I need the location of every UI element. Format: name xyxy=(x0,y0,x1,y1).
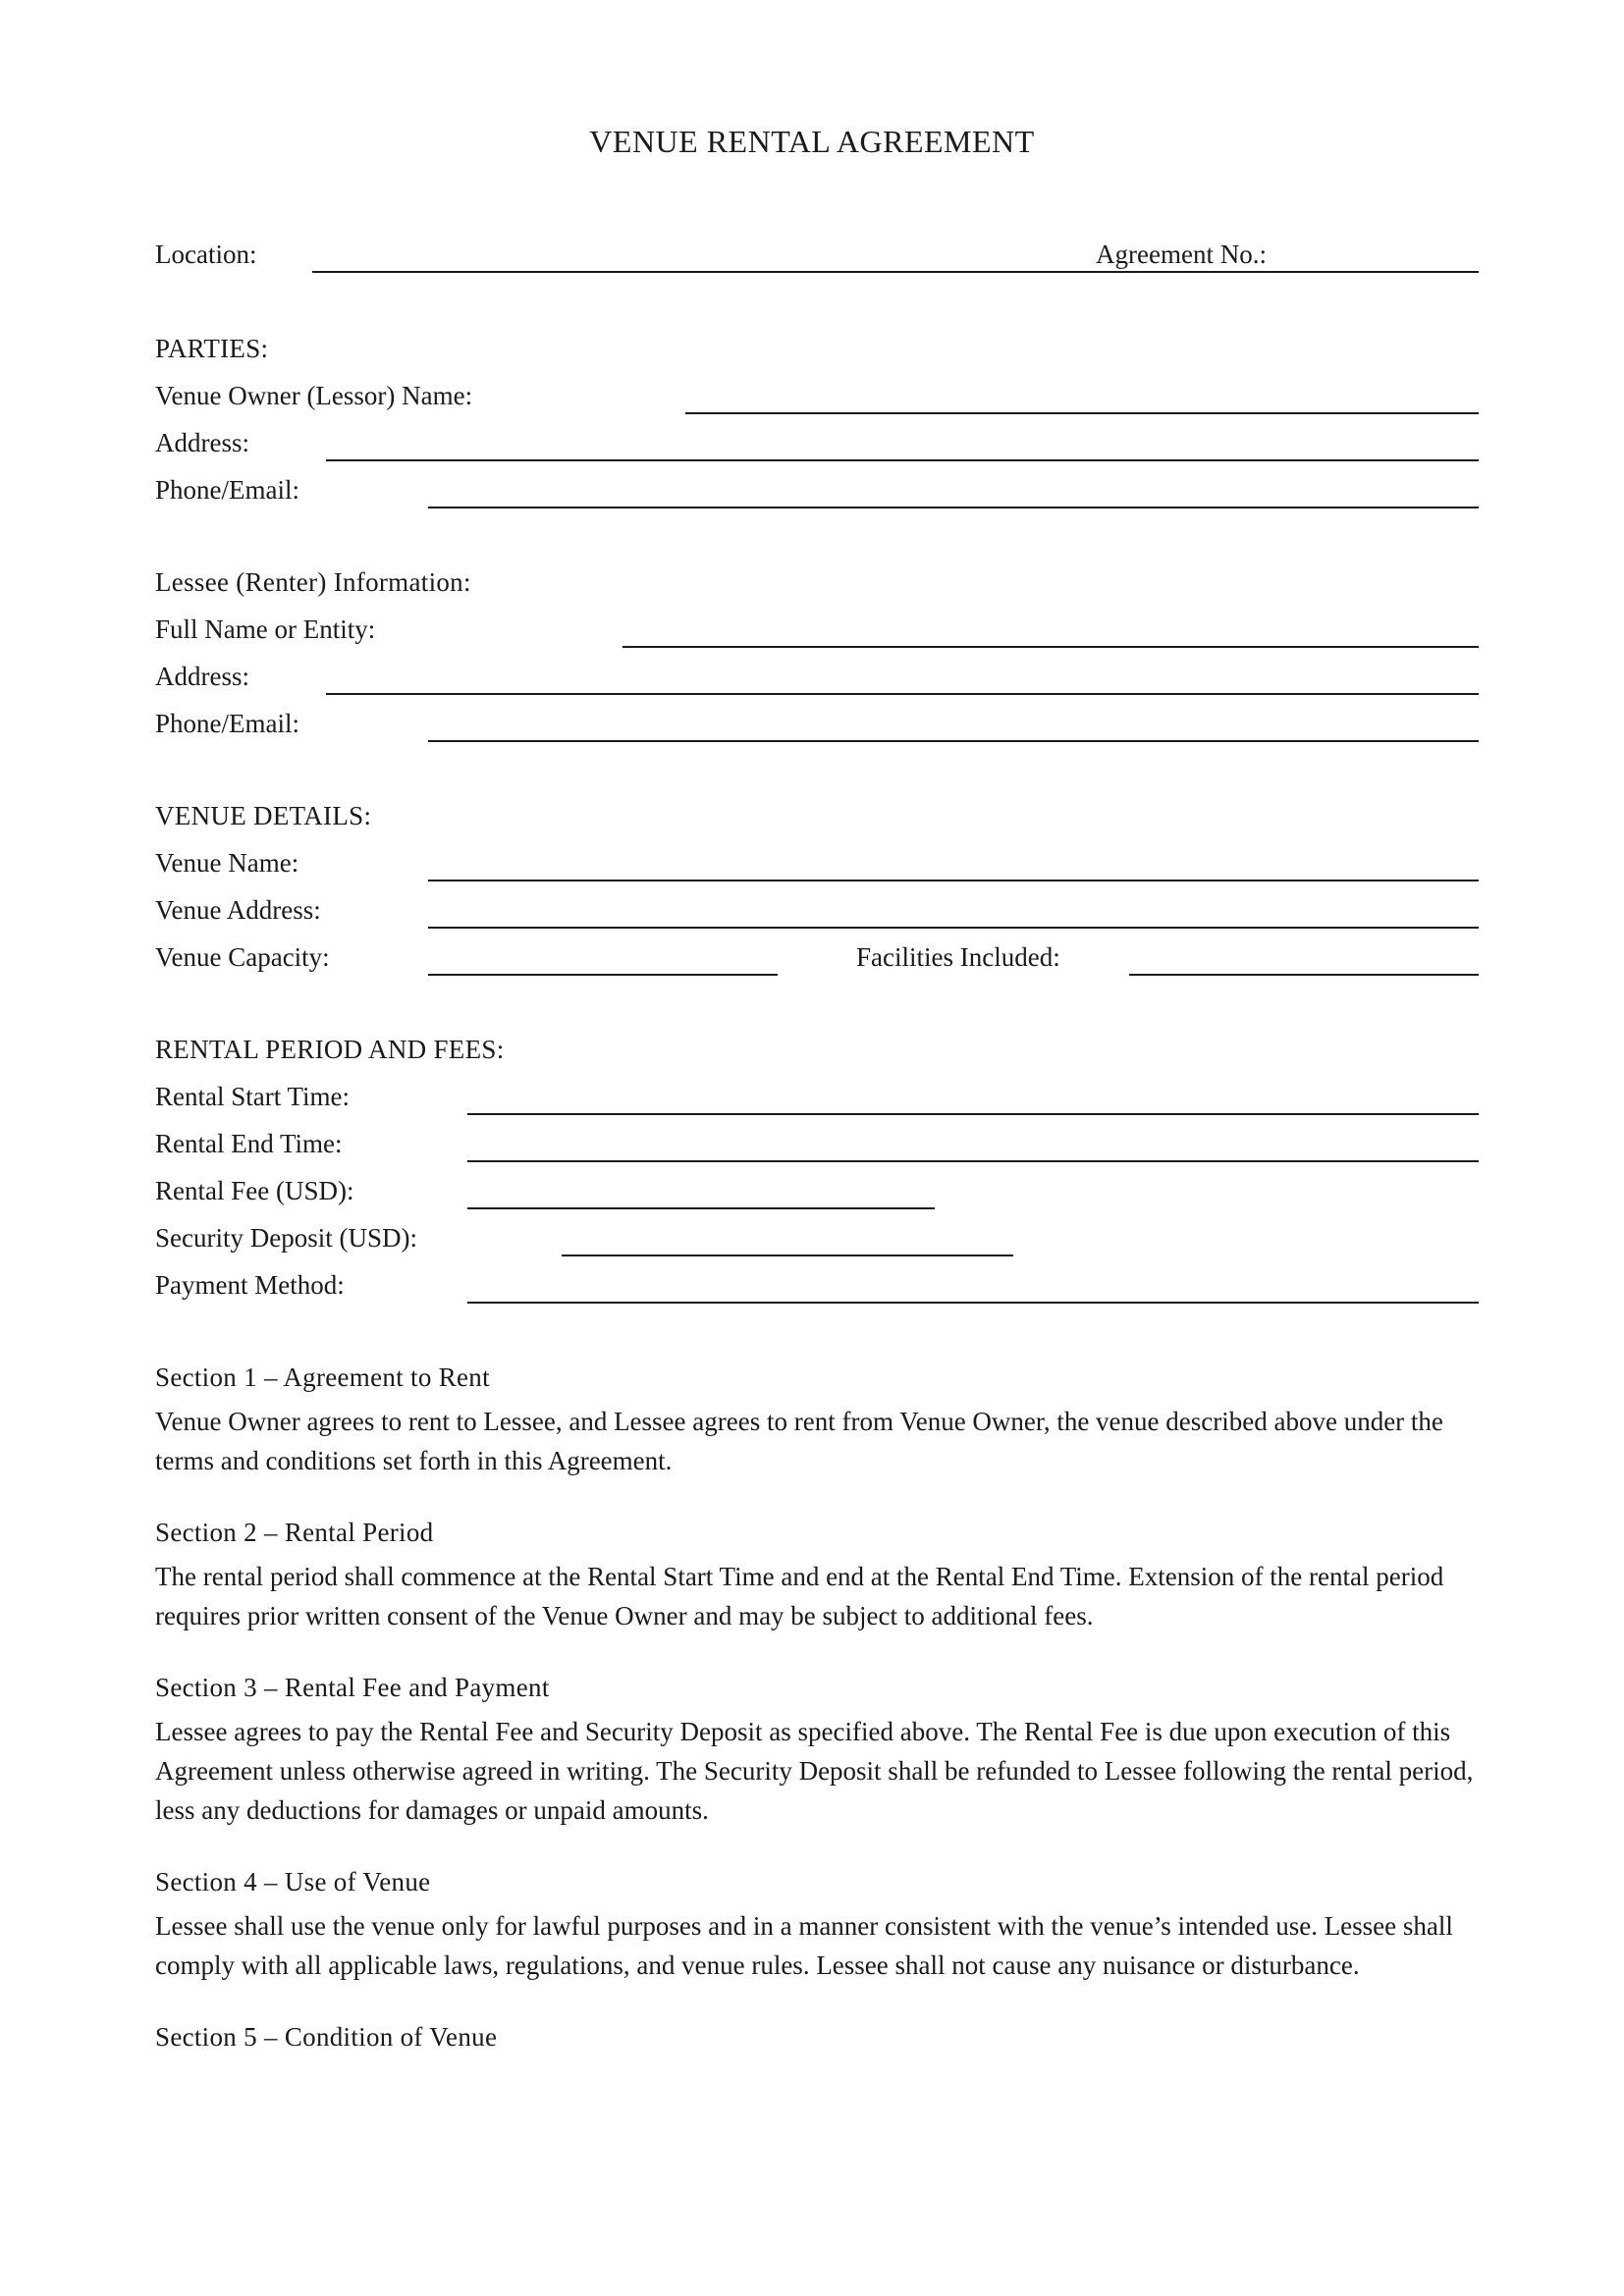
section-2-title: Section 2 – Rental Period xyxy=(155,1518,434,1547)
venue-name-field[interactable] xyxy=(428,880,1479,881)
security-deposit-row xyxy=(155,1221,1479,1268)
section-4-text: Lessee shall use the venue only for lawful purposes and in a manner consistent with the venue’s intended use. Lessee shall comply with all applicable laws, regulations, and venue rules. Lessee shall not cause any nuisance or disturbance. xyxy=(155,1911,1453,1980)
venue-address-field[interactable] xyxy=(428,927,1479,929)
section-1-title: Section 1 – Agreement to Rent xyxy=(155,1362,490,1392)
section-5-title: Section 5 – Condition of Venue xyxy=(155,2022,498,2052)
lessee-contact-label: Phone/Email: xyxy=(155,709,299,738)
venue-name-row xyxy=(155,846,1479,893)
owner-name-field[interactable] xyxy=(685,412,1479,414)
rental-fee-field[interactable] xyxy=(467,1207,935,1209)
lessee-heading: Lessee (Renter) Information: xyxy=(155,567,471,597)
rental-heading: RENTAL PERIOD AND FEES: xyxy=(155,1035,505,1064)
section-1-text: Venue Owner agrees to rent to Lessee, and Lessee agrees to rent from Venue Owner, the venue described above under the terms and conditions set forth in this Agreement. xyxy=(155,1407,1443,1475)
rental-start-row xyxy=(155,1080,1479,1127)
facilities-label: Facilities Included: xyxy=(856,942,1060,972)
owner-address-row xyxy=(155,426,1479,473)
lessee-address-label: Address: xyxy=(155,662,249,691)
parties-heading: PARTIES: xyxy=(155,334,269,363)
lessee-name-field[interactable] xyxy=(623,646,1479,648)
lessee-name-label: Full Name or Entity: xyxy=(155,614,376,644)
payment-method-label: Payment Method: xyxy=(155,1270,345,1300)
rental-end-field[interactable] xyxy=(467,1160,1479,1162)
security-deposit-label: Security Deposit (USD): xyxy=(155,1223,417,1253)
section-2-text: The rental period shall commence at the Rental Start Time and end at the Rental End Time. Extension of the rental period requires prior written consent of the Venue Owner and may be subject to additional fees. xyxy=(155,1562,1444,1630)
location-field[interactable] xyxy=(312,271,1479,273)
rental-start-label: Rental Start Time: xyxy=(155,1082,351,1111)
venue-capacity-label: Venue Capacity: xyxy=(155,942,330,972)
venue-name-label: Venue Name: xyxy=(155,848,299,878)
rental-end-label: Rental End Time: xyxy=(155,1129,343,1158)
rental-fee-row xyxy=(155,1174,1479,1221)
document-title: VENUE RENTAL AGREEMENT xyxy=(589,124,1035,159)
location-label: Location: xyxy=(155,240,257,269)
lessee-contact-field[interactable] xyxy=(428,740,1479,742)
owner-contact-field[interactable] xyxy=(428,507,1479,508)
section-4-title: Section 4 – Use of Venue xyxy=(155,1867,431,1896)
lessee-address-field[interactable] xyxy=(326,693,1479,695)
location-row xyxy=(155,238,1479,285)
rental-start-field[interactable] xyxy=(467,1113,1479,1115)
owner-contact-row xyxy=(155,473,1479,520)
owner-address-field[interactable] xyxy=(326,459,1479,461)
venue-address-row xyxy=(155,893,1479,940)
owner-name-row xyxy=(155,379,1479,426)
owner-contact-label: Phone/Email: xyxy=(155,475,299,505)
venue-heading: VENUE DETAILS: xyxy=(155,801,372,830)
lessee-contact-row xyxy=(155,707,1479,754)
venue-capacity-row xyxy=(155,940,1479,988)
owner-address-label: Address: xyxy=(155,428,249,457)
payment-method-row xyxy=(155,1268,1479,1315)
owner-name-label: Venue Owner (Lessor) Name: xyxy=(155,381,473,410)
facilities-field[interactable] xyxy=(1129,974,1479,976)
venue-address-label: Venue Address: xyxy=(155,895,321,925)
venue-capacity-field[interactable] xyxy=(428,974,778,976)
section-3-text: Lessee agrees to pay the Rental Fee and Security Deposit as specified above. The Rental Fee is due upon execution of this Agreement unless otherwise agreed in writing. The Security Deposit shall be refunded to Lessee following the rental period, less any deductions for damages or unpaid amounts. xyxy=(155,1717,1474,1825)
payment-method-field[interactable] xyxy=(467,1302,1479,1304)
section-3-title: Section 3 – Rental Fee and Payment xyxy=(155,1673,550,1702)
rental-fee-label: Rental Fee (USD): xyxy=(155,1176,354,1205)
lessee-name-row xyxy=(155,613,1479,660)
agreement-no-label: Agreement No.: xyxy=(1092,238,1271,271)
security-deposit-field[interactable] xyxy=(562,1255,1013,1256)
rental-end-row xyxy=(155,1127,1479,1174)
lessee-address-row xyxy=(155,660,1479,707)
